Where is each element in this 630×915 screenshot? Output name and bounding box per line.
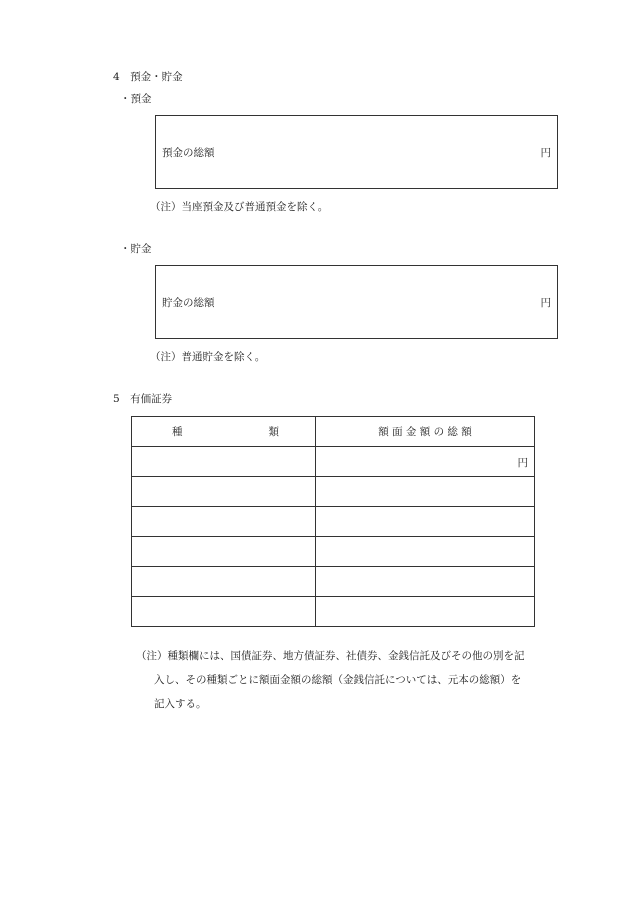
kind-cell[interactable]	[132, 567, 316, 597]
kind-cell[interactable]	[132, 477, 316, 507]
total-cell[interactable]	[316, 567, 535, 597]
kind-cell[interactable]	[132, 597, 316, 627]
table-row	[132, 567, 535, 597]
kind-cell[interactable]	[132, 507, 316, 537]
header-kind-char-1: 種	[172, 426, 183, 438]
table-header-row	[132, 417, 535, 447]
securities-note-line-1: （注）種類欄には、国債証券、地方債証券、社債券、金銭信託及びその他の別を記	[136, 650, 525, 662]
total-cell-unit[interactable]: 円	[316, 447, 535, 477]
total-cell[interactable]	[316, 597, 535, 627]
section5-heading: 5 有価証券	[113, 393, 173, 405]
header-kind-char-2: 類	[268, 426, 279, 438]
table-row	[132, 477, 535, 507]
section4-heading: 4 預金・貯金	[113, 71, 183, 83]
header-total: 額 面 金 額 の 総 額	[316, 417, 535, 447]
total-cell[interactable]	[316, 537, 535, 567]
securities-note	[136, 644, 556, 716]
savings-total-label: 貯金の総額	[162, 297, 215, 309]
securities-table	[131, 416, 535, 627]
securities-note-line-3: 記入する。	[154, 698, 207, 710]
table-row	[132, 537, 535, 567]
deposit-total-unit: 円	[540, 147, 551, 159]
securities-note-line-2: 入し、その種類ごとに額面金額の総額（金銭信託については、元本の総額）を	[154, 674, 522, 686]
savings-total-box[interactable]	[155, 265, 558, 339]
total-cell[interactable]	[316, 477, 535, 507]
deposit-subheading: ・預金	[120, 93, 152, 105]
header-kind	[132, 417, 316, 447]
savings-subheading: ・貯金	[120, 243, 152, 255]
table-row	[132, 597, 535, 627]
table-row	[132, 447, 535, 477]
savings-total-unit: 円	[540, 297, 551, 309]
deposit-total-box[interactable]	[155, 115, 558, 189]
total-cell[interactable]	[316, 507, 535, 537]
kind-cell[interactable]	[132, 447, 316, 477]
kind-cell[interactable]	[132, 537, 316, 567]
deposit-note: （注）当座預金及び普通預金を除く。	[150, 201, 329, 213]
table-row	[132, 507, 535, 537]
deposit-total-label: 預金の総額	[162, 147, 215, 159]
savings-note: （注）普通貯金を除く。	[150, 351, 266, 363]
